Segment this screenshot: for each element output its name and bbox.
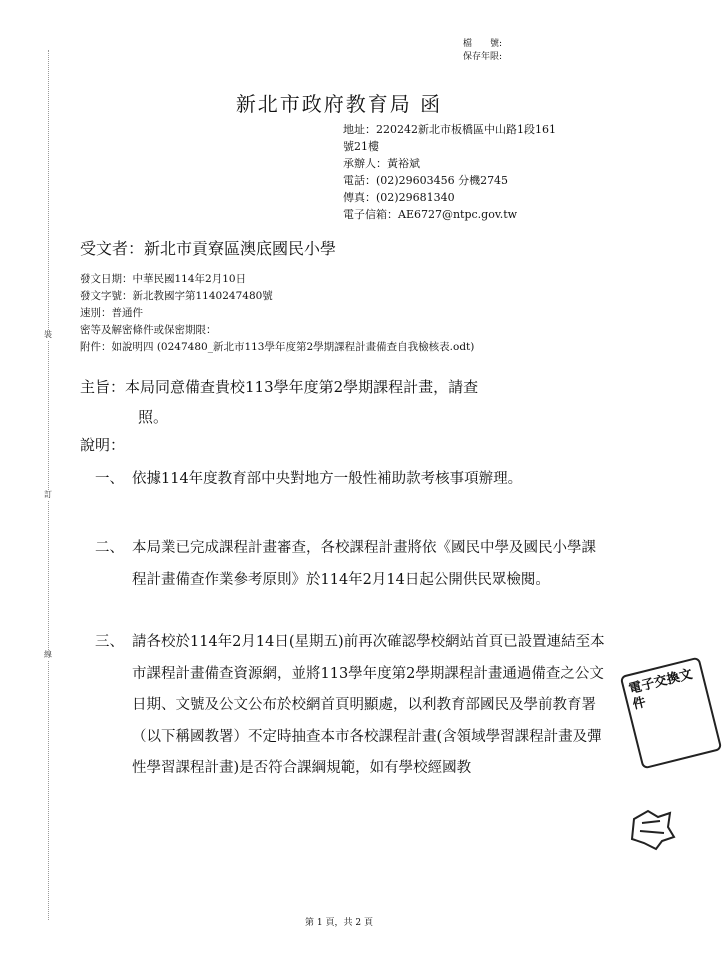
delivery-speed: 速別：普通件 bbox=[80, 307, 143, 319]
binding-label-staple: 訂 bbox=[44, 490, 52, 499]
fax: 傳真：(02)29681340 bbox=[343, 191, 455, 204]
item-text: 本局業已完成課程計畫審查，各校課程計畫將依《國民中學及國民小學課程計畫備查作業參考原則》於114年2月14日起公開供民眾檢閱。 bbox=[132, 540, 596, 588]
handler: 承辦人：黃裕斌 bbox=[343, 157, 420, 170]
explanation-item bbox=[95, 627, 605, 785]
secrecy-level: 密等及解密條件或保密期限： bbox=[80, 324, 217, 336]
document-meta bbox=[80, 271, 474, 356]
page-footer: 第 1 頁，共 2 頁 bbox=[305, 918, 373, 928]
archive-info bbox=[463, 38, 502, 64]
email: 電子信箱：AE6727@ntpc.gov.tw bbox=[343, 208, 518, 221]
item-number: 三、 bbox=[95, 634, 124, 650]
issue-date: 發文日期：中華民國114年2月10日 bbox=[80, 273, 247, 285]
contact-block bbox=[343, 121, 623, 223]
recipient: 受文者：新北市貢寮區澳底國民小學 bbox=[80, 239, 337, 258]
item-text: 請各校於114年2月14日(星期五)前再次確認學校網站首頁已設置連結至本市課程計畫備查資源網，並將113學年度第2學期課程計畫通過備查之公文日期、文號及公文公布於校網首頁明顯處，以利教育部國民及學前教育署（以下稱國教署）不定時抽查本市各校課程計畫(含領域學習課程計畫及彈性學習課程計畫)是否符合課綱規範，如有學校經國教 bbox=[132, 634, 605, 776]
phone: 電話：(02)29603456 分機2745 bbox=[343, 174, 509, 187]
attachment: 附件：如說明四 (0247480_新北市113學年度第2學期課程計畫備查自我檢核表.odt) bbox=[80, 341, 475, 353]
address-line-1: 地址：220242新北市板橋區中山路1段161 bbox=[343, 123, 556, 136]
stamp-text: 電子交換文件 bbox=[627, 666, 695, 713]
subject bbox=[80, 372, 580, 432]
binding-label-bind: 裝 bbox=[44, 330, 52, 339]
item-text: 依據114年度教育部中央對地方一般性補助款考核事項辦理。 bbox=[132, 471, 523, 487]
explanation-item bbox=[95, 464, 605, 496]
subject-line-2: 照。 bbox=[138, 408, 169, 426]
seal-mark-icon bbox=[628, 805, 676, 853]
document-number: 發文字號：新北教國字第1140247480號 bbox=[80, 290, 273, 302]
retention-period: 保存年限: bbox=[463, 52, 503, 62]
address-line-2: 號21樓 bbox=[343, 140, 379, 153]
item-number: 一、 bbox=[95, 471, 124, 487]
explanation-label: 說明： bbox=[80, 436, 126, 454]
file-number: 檔 號: bbox=[463, 39, 503, 49]
explanation-item bbox=[95, 533, 605, 596]
binding-line bbox=[48, 50, 49, 920]
item-number: 二、 bbox=[95, 540, 124, 556]
electronic-exchange-stamp bbox=[620, 657, 722, 770]
binding-label-line: 線 bbox=[44, 650, 52, 659]
subject-line-1: 主旨：本局同意備查貴校113學年度第2學期課程計畫，請查 bbox=[80, 378, 479, 396]
document-title: 新北市政府教育局 函 bbox=[235, 92, 443, 116]
